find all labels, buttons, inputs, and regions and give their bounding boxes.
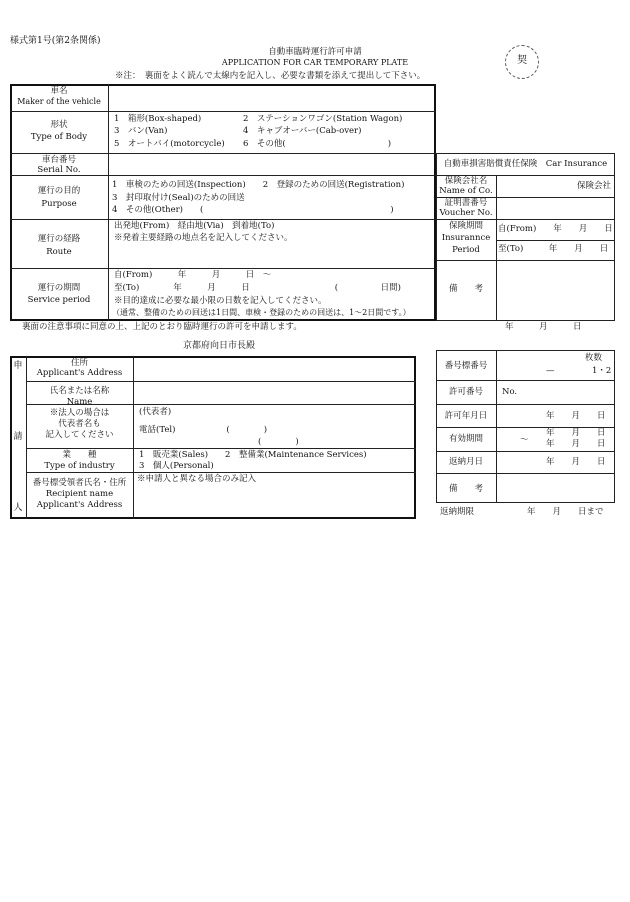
side-label-1: 申 xyxy=(13,361,23,371)
insurance-header: 自動車損害賠償責任保険 Car Insurance xyxy=(443,159,608,169)
industry-label-en: Type of industry xyxy=(44,461,115,471)
return-deadline-label: 返納期限 xyxy=(440,507,475,517)
body-option-5[interactable]: 5 オートバイ(motorcycle) xyxy=(114,139,225,149)
recipient-label: 番号標受領者氏名・住所 xyxy=(32,478,127,488)
route-field[interactable] xyxy=(110,245,434,267)
count-value: 1・2 xyxy=(592,366,612,376)
purpose-label: 運行の目的 xyxy=(37,186,81,196)
return-deadline-field[interactable]: 年 月 日まで xyxy=(527,507,604,517)
permit-date-label: 許可年月日 xyxy=(444,411,488,421)
name-field[interactable] xyxy=(135,383,414,403)
plate-number-label: 番号標番号 xyxy=(444,361,488,371)
body-option-3[interactable]: 3 バン(Van) xyxy=(114,126,168,136)
recipient-field[interactable] xyxy=(135,486,414,516)
recipient-label-en: Recipient name xyxy=(45,489,114,499)
representative-label[interactable]: (代表者) xyxy=(139,407,172,417)
route-label: 運行の経路 xyxy=(37,234,81,244)
ins-voucher-label: 証明書番号 xyxy=(444,198,488,208)
note: ※注： 裏面をよく読んで太線内を記入し、必要な書類を添えて提出して下さい。 xyxy=(115,71,426,81)
name-label: 氏名または名称 xyxy=(49,386,110,396)
route-label-en: Route xyxy=(46,247,72,257)
recipient-label-en2: Applicant's Address xyxy=(36,500,123,510)
application-date[interactable]: 年 月 日 xyxy=(505,322,582,332)
period-note-2: （通常、整備のための回送は1日間、車検・登録のための回送は、1〜2日間です。） xyxy=(112,308,411,317)
maker-label: 車名 xyxy=(50,86,68,96)
name-label-en: Name xyxy=(66,397,93,407)
period-label: 運行の期間 xyxy=(37,283,81,293)
tel-field[interactable]: 電話(Tel) ( ) xyxy=(139,425,268,435)
agreement-text: 裏面の注意事項に同意の上、上記のとおり臨時運行の許可を申請します。 xyxy=(22,322,302,332)
body-option-2[interactable]: 2 ステーションワゴン(Station Wagon) xyxy=(243,114,403,124)
body-option-4[interactable]: 4 キャブオーバー(Cab-over) xyxy=(243,126,362,136)
body-label-en: Type of Body xyxy=(30,132,88,142)
period-label-en: Service period xyxy=(27,295,91,305)
body-label: 形状 xyxy=(50,120,68,130)
period-note: ※目的達成に必要な最小限の日数を記入してください。 xyxy=(114,296,327,306)
ins-company-label-en: Name of Co. xyxy=(439,186,493,196)
address-label: 住所 xyxy=(70,358,88,368)
form-number: 様式第1号(第2条関係) xyxy=(10,36,101,46)
industry-label: 業 種 xyxy=(62,450,97,460)
side-label-3: 人 xyxy=(13,503,23,513)
count-label: 枚数 xyxy=(585,353,603,363)
ins-voucher-field[interactable] xyxy=(498,199,613,217)
maker-label-en: Maker of the vehicle xyxy=(17,97,101,106)
purpose-option-4[interactable]: 4 その他(Other) ( ) xyxy=(112,205,394,215)
purpose-label-en: Purpose xyxy=(41,199,77,209)
side-label-2: 請 xyxy=(13,432,23,442)
ins-voucher-label-en: Voucher No. xyxy=(439,208,493,218)
period-to[interactable]: 至(To) 年 月 日 ( 日間) xyxy=(114,283,401,293)
ins-company-label: 保険会社名 xyxy=(444,176,488,186)
validity-to[interactable]: 年 月 日 xyxy=(546,439,606,449)
period-from[interactable]: 自(From) 年 月 日 〜 xyxy=(114,270,272,280)
ins-period-to[interactable]: 至(To) 年 月 日 xyxy=(498,244,609,254)
office-remarks-label: 備 考 xyxy=(448,484,483,494)
stamp-circle: 契 xyxy=(505,45,539,79)
route-line-1: 出発地(From) 経由地(Via) 到着地(To) xyxy=(114,221,275,231)
tel-field-2[interactable]: ( ) xyxy=(258,437,299,447)
return-date-field[interactable]: 年 月 日 xyxy=(546,457,606,467)
ins-remarks-label: 備 考 xyxy=(448,284,483,294)
address-field[interactable] xyxy=(135,359,414,379)
body-option-1[interactable]: 1 箱形(Box-shaped) xyxy=(114,114,202,124)
route-note: ※発着主要経路の地点名を記入してください。 xyxy=(114,233,293,243)
ins-period-from[interactable]: 自(From) 年 月 日 xyxy=(498,224,613,234)
ins-period-label: 保険期間 xyxy=(448,221,483,231)
title-jp: 自動車臨時運行許可申請 xyxy=(268,47,362,57)
purpose-option-3[interactable]: 3 封印取付け(Seal)のための回送 xyxy=(112,193,245,203)
ins-period-label-en: Insurannce xyxy=(441,233,491,243)
plate-dash: — xyxy=(546,366,555,376)
permit-number-prefix: No. xyxy=(502,387,518,397)
permit-number-label: 許可番号 xyxy=(448,387,483,397)
name-note-1: ※法人の場合は xyxy=(49,408,110,418)
industry-option-3[interactable]: 3 個人(Personal) xyxy=(139,461,214,471)
title-en: APPLICATION FOR CAR TEMPORARY PLATE xyxy=(221,58,409,67)
validity-from[interactable]: 年 月 日 xyxy=(546,428,606,438)
recipient-note: ※申請人と異なる場合のみ記入 xyxy=(137,474,257,484)
serial-label-en: Serial No. xyxy=(37,165,81,175)
ins-company-field[interactable]: 保険会社 xyxy=(576,181,611,191)
validity-label: 有効期間 xyxy=(448,434,483,444)
serial-label: 車台番号 xyxy=(41,155,76,165)
return-date-label: 返納月日 xyxy=(448,457,483,467)
address-label-en: Applicant's Address xyxy=(36,368,123,378)
body-option-6[interactable]: 6 その他( ) xyxy=(243,139,392,149)
maker-field[interactable] xyxy=(110,88,434,108)
industry-option-1-2[interactable]: 1 販売業(Sales) 2 整備業(Maintenance Services) xyxy=(139,450,367,460)
name-note-2: 代表者名も xyxy=(58,419,101,429)
validity-tilde: 〜 xyxy=(520,435,529,445)
permit-date-field[interactable]: 年 月 日 xyxy=(546,411,606,421)
name-note-3: 記入してください xyxy=(45,430,114,440)
purpose-option-1-2[interactable]: 1 車検のための回送(Inspection) 2 登録のための回送(Registration) xyxy=(112,180,405,190)
ins-period-label-en2: Period xyxy=(452,245,480,255)
addressee: 京都府向日市長殿 xyxy=(183,341,256,351)
serial-field[interactable] xyxy=(110,156,434,174)
